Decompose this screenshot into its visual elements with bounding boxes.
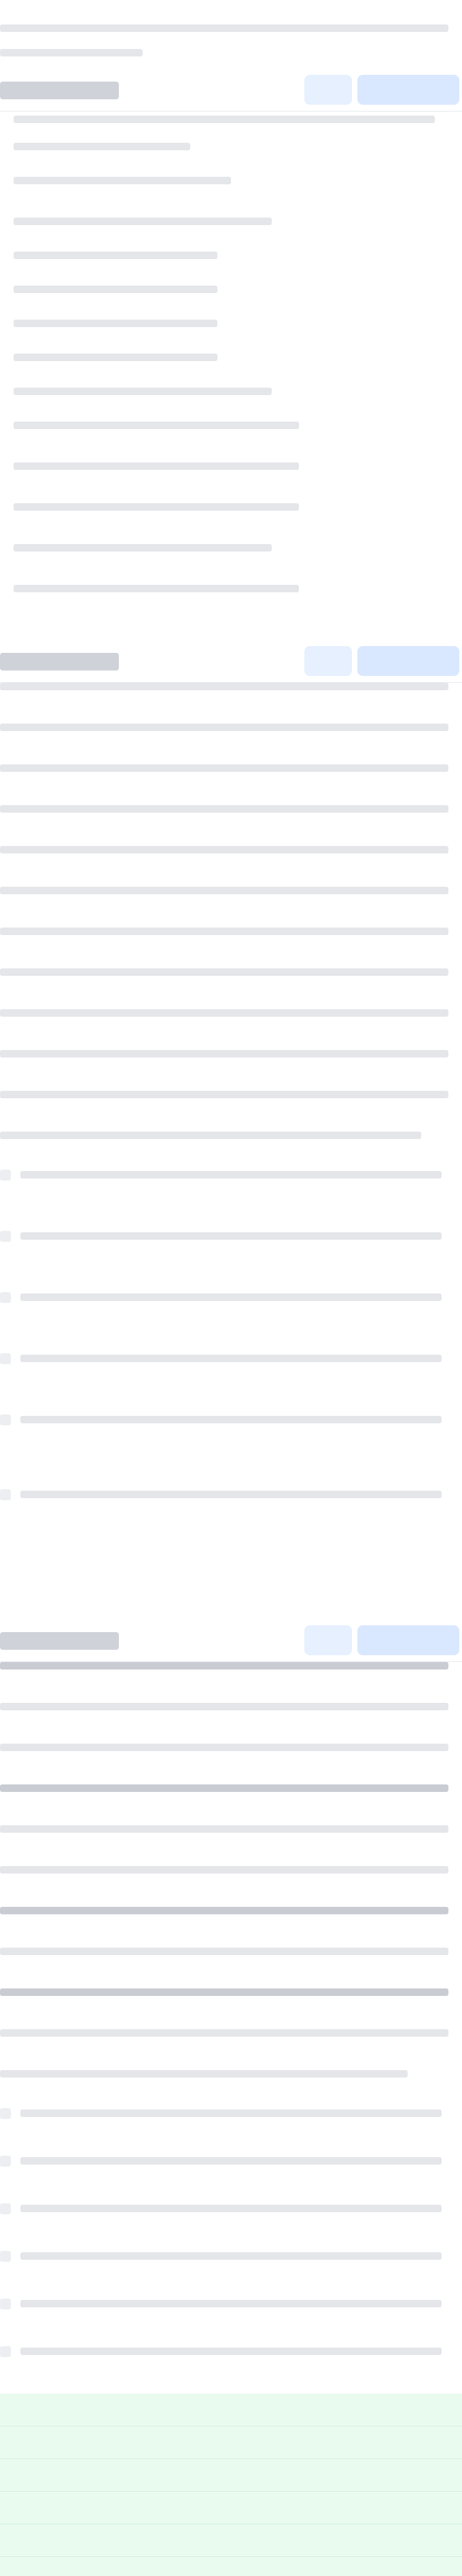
question-list <box>0 1170 462 1605</box>
answer-count-button[interactable] <box>304 1625 352 1655</box>
answer-row <box>0 2459 462 2492</box>
exercise-title <box>0 82 119 99</box>
all-exercises-button[interactable] <box>357 1625 459 1655</box>
vocabulary-list <box>0 116 462 639</box>
answered-text <box>0 1662 462 2097</box>
answer-row <box>0 2394 462 2426</box>
reading-text <box>0 683 462 1159</box>
exercise-title <box>0 653 119 671</box>
answer-row <box>0 2492 462 2524</box>
answer-count-button[interactable] <box>304 646 352 676</box>
exercise-header-1 <box>0 68 462 112</box>
answer-row <box>0 2524 462 2557</box>
intro <box>0 0 462 68</box>
exercise-title <box>0 1632 119 1650</box>
exercise-header-3 <box>0 1619 462 1662</box>
answer-row <box>0 2426 462 2459</box>
all-exercises-button[interactable] <box>357 75 459 105</box>
all-exercises-button[interactable] <box>357 646 459 676</box>
exercise-header-2 <box>0 639 462 683</box>
answer-count-button[interactable] <box>304 75 352 105</box>
answered-question-list <box>0 2108 462 2394</box>
answer-key <box>0 2394 462 2576</box>
